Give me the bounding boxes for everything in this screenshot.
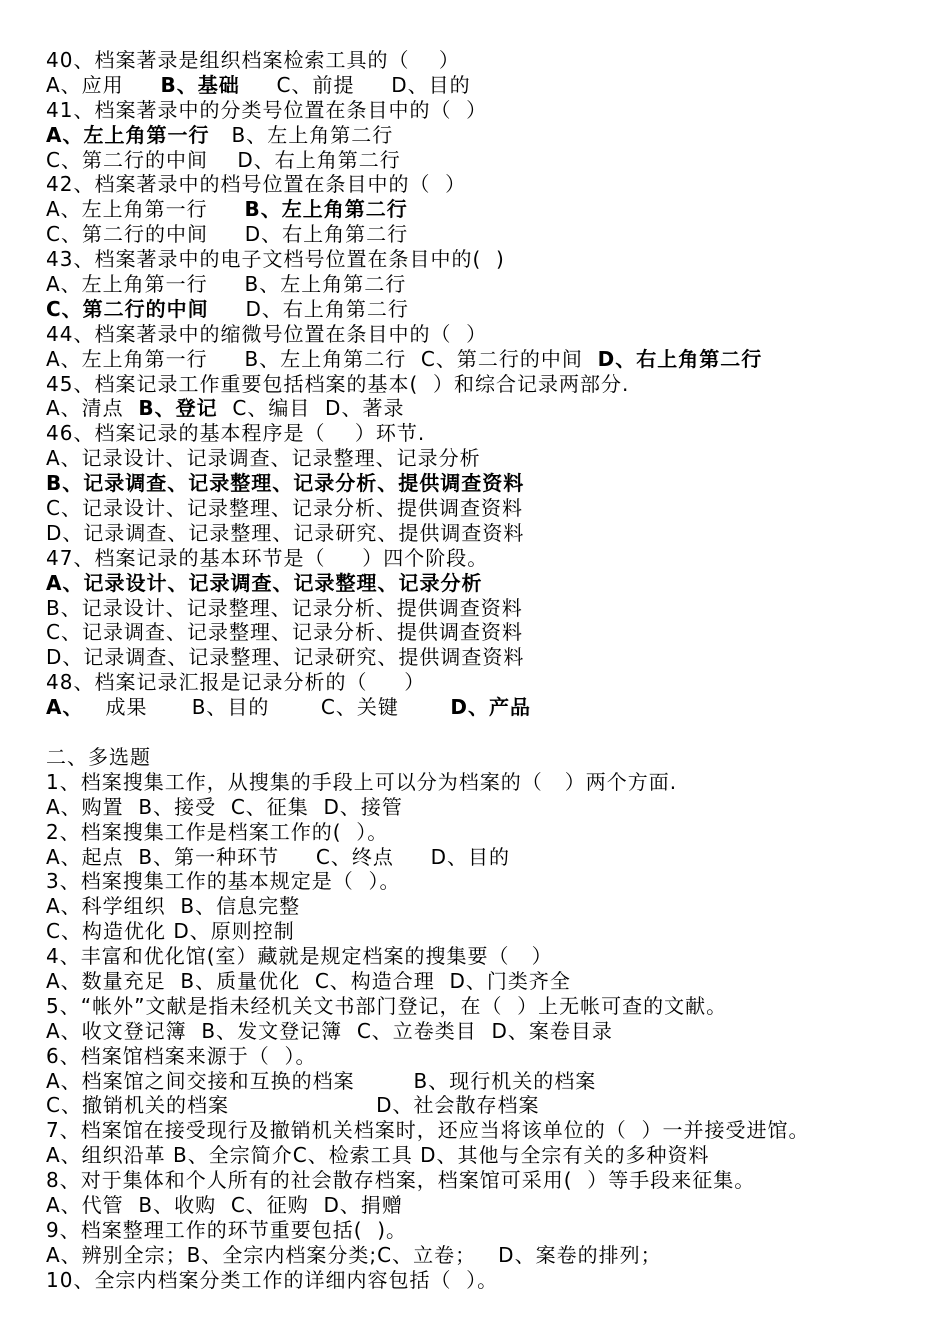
text-line: [46, 1168, 926, 1193]
answer-text: D、产品: [450, 695, 531, 720]
text-line: [46, 1218, 926, 1243]
text-line: [46, 894, 926, 919]
text-line: [46, 272, 926, 297]
text-line: [46, 446, 926, 471]
line-text: 10、全宗内档案分类工作的详细内容包括（ ）。: [46, 1267, 499, 1292]
line-text: A、左上角第一行 B、左上角第二行: [46, 272, 407, 297]
answer-text: A、: [46, 695, 84, 720]
text-line: [46, 222, 926, 247]
line-text: 4、丰富和优化馆(室）藏就是规定档案的搜集要（ ）: [46, 944, 553, 969]
line-text: 40、档案著录是组织档案检索工具的（ ）: [46, 48, 460, 72]
text-line: [46, 969, 926, 994]
text-line: [46, 645, 926, 670]
line-text: 47、档案记录的基本环节是（ ）四个阶段。: [46, 545, 489, 570]
answer-text: A、记录设计、记录调查、记录整理、记录分析: [46, 570, 483, 595]
line-text: A、数量充足 B、质量优化 C、构造合理 D、门类齐全: [46, 968, 571, 993]
answer-text: B、基础: [160, 72, 240, 97]
text-line: [46, 869, 926, 894]
line-text: 二、多选题: [46, 744, 151, 769]
answer-text: B、记录调查、记录整理、记录分析、提供调查资料: [46, 471, 525, 496]
document-body: [46, 48, 926, 1293]
text-line: [46, 347, 926, 372]
text-line: [46, 148, 926, 173]
line-text: A、辨别全宗；B、全宗内档案分类;C、立卷； D、案卷的排列；: [46, 1242, 662, 1267]
text-line: [46, 1143, 926, 1168]
text-line: [46, 571, 926, 596]
line-text: A、左上角第一行: [46, 197, 245, 222]
line-text: A、购置 B、接受 C、征集 D、接管: [46, 794, 403, 819]
line-text: C、第二行的中间 D、右上角第二行: [46, 147, 401, 172]
text-line: [46, 1118, 926, 1143]
line-text: 成果 B、目的 C、关键: [83, 695, 451, 720]
text-line: [46, 670, 926, 695]
text-line: [46, 770, 926, 795]
text-line: [46, 546, 926, 571]
line-text: 7、档案馆在接受现行及撤销机关档案时，还应当将该单位的（ ）一并接受进馆。: [46, 1118, 810, 1143]
text-line: [46, 247, 926, 272]
text-line: [46, 521, 926, 546]
answer-text: B、登记: [138, 396, 218, 421]
text-line: [46, 745, 926, 770]
line-text: A、档案馆之间交接和互换的档案 B、现行机关的档案: [46, 1068, 597, 1093]
line-text: 5、“帐外”文献是指未经机关文书部门登记，在（ ）上无帐可查的文献。: [46, 993, 728, 1018]
line-text: C、编目 D、著录: [217, 396, 405, 421]
line-text: C、第二行的中间 D、右上角第二行: [46, 222, 409, 247]
text-line: [46, 1093, 926, 1118]
text-line: [46, 372, 926, 397]
text-line: [46, 1193, 926, 1218]
text-line: [46, 1069, 926, 1094]
line-text: A、收文登记簿 B、发文登记簿 C、立卷类目 D、案卷目录: [46, 1018, 613, 1043]
text-line: [46, 1243, 926, 1268]
line-text: 46、档案记录的基本程序是（ ）环节.: [46, 421, 426, 446]
line-text: A、应用: [46, 72, 161, 97]
blank-line: [46, 720, 926, 745]
line-text: C、撤销机关的档案 D、社会散存档案: [46, 1093, 540, 1118]
line-text: 44、档案著录中的缩微号位置在条目中的（ ）: [46, 321, 488, 346]
line-text: C、记录调查、记录整理、记录分析、提供调查资料: [46, 620, 523, 645]
line-text: C、记录设计、记录整理、记录分析、提供调查资料: [46, 496, 523, 521]
text-line: [46, 596, 926, 621]
line-text: B、记录设计、记录整理、记录分析、提供调查资料: [46, 595, 523, 620]
text-line: [46, 944, 926, 969]
line-text: 43、档案著录中的电子文档号位置在条目中的( ): [46, 247, 505, 272]
line-text: 45、档案记录工作重要包括档案的基本( ）和综合记录两部分.: [46, 371, 630, 396]
text-line: [46, 471, 926, 496]
line-text: 3、档案搜集工作的基本规定是（ ）。: [46, 869, 401, 894]
line-text: 48、档案记录汇报是记录分析的（ ）: [46, 670, 426, 695]
text-line: [46, 496, 926, 521]
text-line: [46, 919, 926, 944]
line-text: D、右上角第二行: [208, 296, 409, 321]
text-line: [46, 1044, 926, 1069]
answer-text: A、左上角第一行: [46, 122, 210, 147]
text-line: [46, 73, 926, 98]
line-text: 9、档案整理工作的环节重要包括( )。: [46, 1217, 408, 1242]
text-line: [46, 98, 926, 123]
text-line: [46, 795, 926, 820]
text-line: [46, 322, 926, 347]
line-text: C、前提 D、目的: [239, 72, 471, 97]
text-line: [46, 820, 926, 845]
text-line: [46, 845, 926, 870]
answer-text: B、左上角第二行: [244, 197, 408, 222]
text-line: [46, 297, 926, 322]
answer-text: C、第二行的中间: [46, 296, 209, 321]
line-text: D、记录调查、记录整理、记录研究、提供调查资料: [46, 520, 525, 545]
text-line: [46, 695, 926, 720]
text-line: [46, 172, 926, 197]
line-text: A、代管 B、收购 C、征购 D、捐赠: [46, 1192, 403, 1217]
line-text: 42、档案著录中的档号位置在条目中的（ ）: [46, 172, 467, 197]
text-line: [46, 994, 926, 1019]
text-line: [46, 396, 926, 421]
line-text: A、记录设计、记录调查、记录整理、记录分析: [46, 446, 481, 471]
text-line: [46, 1019, 926, 1044]
line-text: 6、档案馆档案来源于（ ）。: [46, 1043, 317, 1068]
text-line: [46, 197, 926, 222]
line-text: D、记录调查、记录整理、记录研究、提供调查资料: [46, 645, 525, 670]
line-text: 1、档案搜集工作，从搜集的手段上可以分为档案的（ ）两个方面.: [46, 769, 678, 794]
line-text: A、清点: [46, 396, 139, 421]
line-text: B、左上角第二行: [209, 122, 394, 147]
line-text: 2、档案搜集工作是档案工作的( ）。: [46, 819, 389, 844]
line-text: A、起点 B、第一种环节 C、终点 D、目的: [46, 844, 511, 869]
answer-text: D、右上角第二行: [597, 346, 763, 371]
text-line: [46, 620, 926, 645]
line-text: A、组织沿革 B、全宗简介C、检索工具 D、其他与全宗有关的多种资料: [46, 1143, 710, 1168]
line-text: 41、档案著录中的分类号位置在条目中的（ ）: [46, 97, 488, 122]
line-text: C、构造优化 D、原则控制: [46, 919, 295, 944]
line-text: A、左上角第一行 B、左上角第二行 C、第二行的中间: [46, 346, 598, 371]
line-text: 8、对于集体和个人所有的社会散存档案，档案馆可采用( ）等手段来征集。: [46, 1168, 756, 1193]
text-line: [46, 48, 926, 73]
text-line: [46, 123, 926, 148]
line-text: A、科学组织 B、信息完整: [46, 894, 301, 919]
text-line: [46, 421, 926, 446]
text-line: [46, 1268, 926, 1293]
